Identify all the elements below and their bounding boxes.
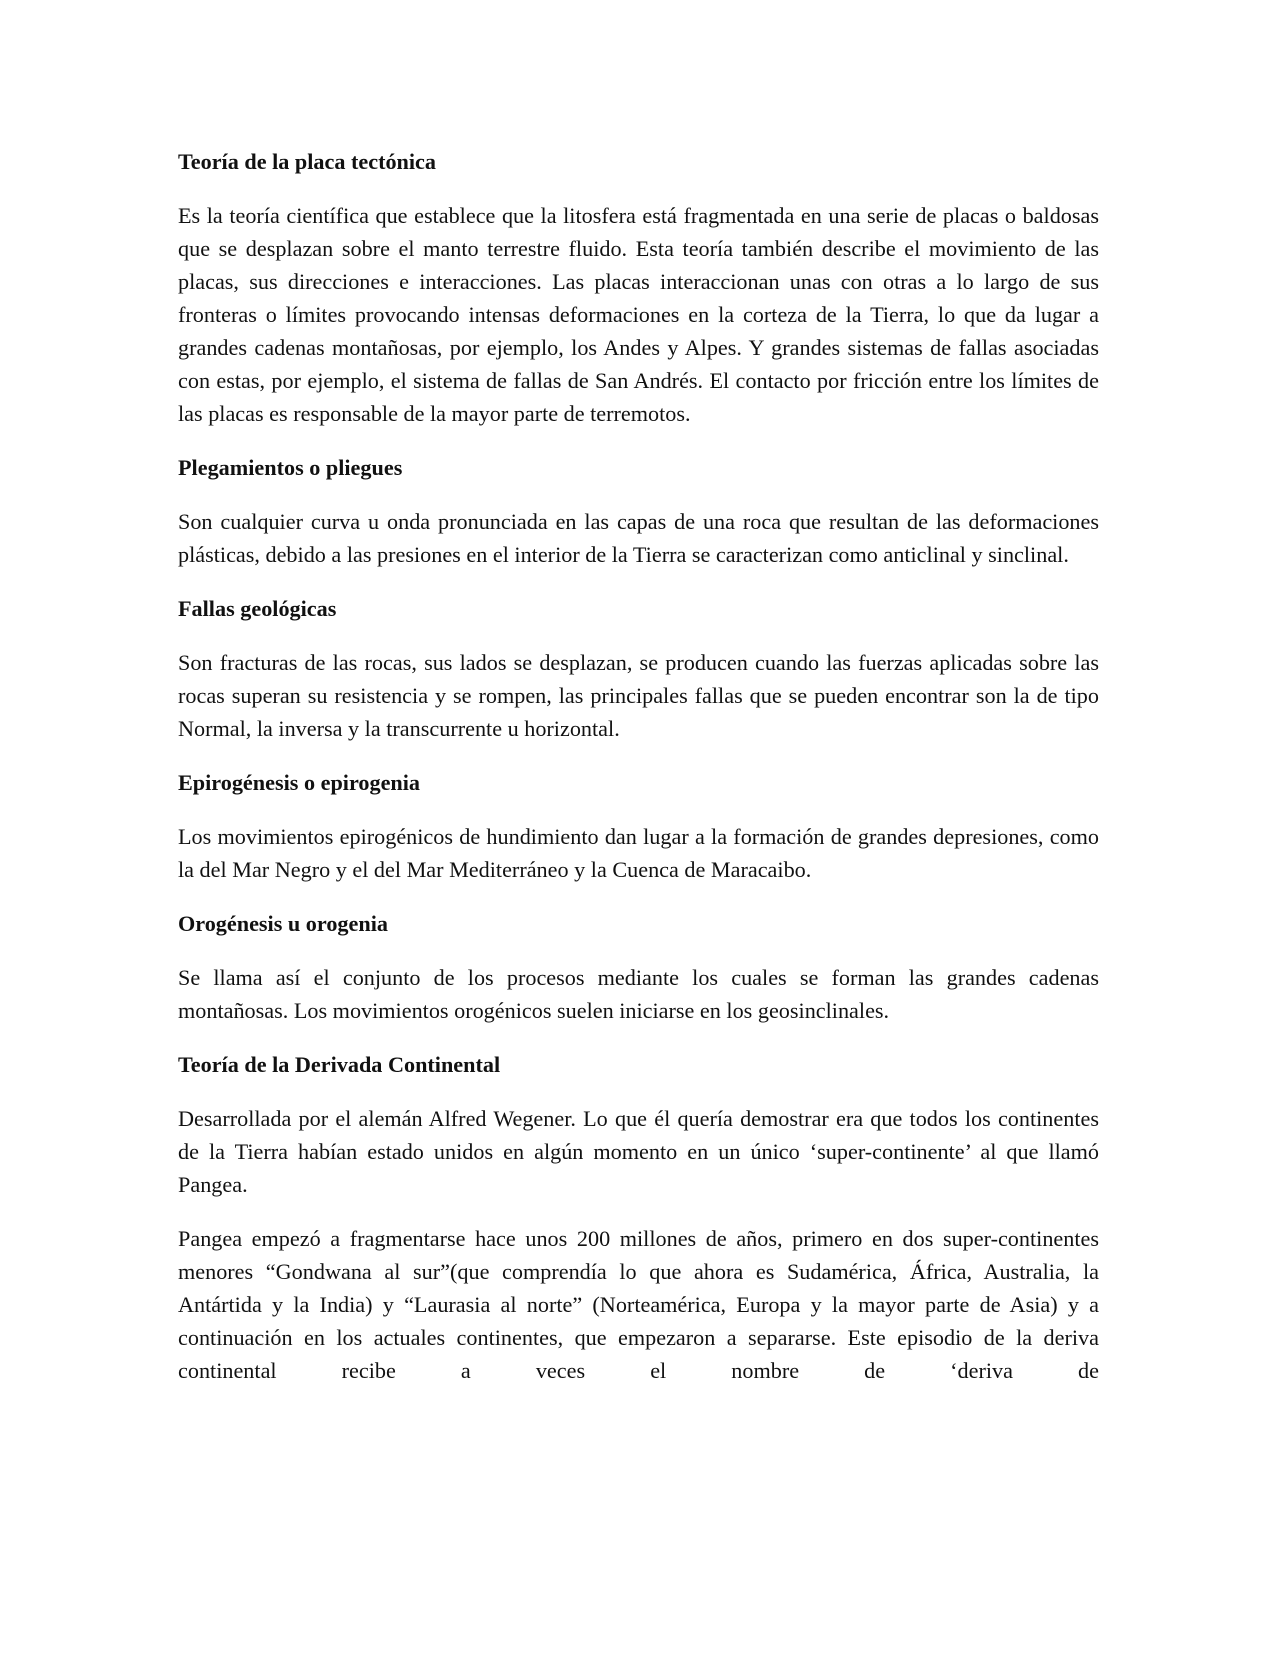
section-paragraph: Es la teoría científica que establece que la litosfera está fragmentada en una serie de placas o baldosas que se desplazan sobre el manto terrestre fluido. Esta teoría también describe el movimiento de las placas, sus direcciones e interacciones. Las placas interaccionan unas con otras a lo largo de sus fronteras o límites provocando intensas deformaciones en la corteza de la Tierra, lo que da lugar a grandes cadenas montañosas, por ejemplo, los Andes y Alpes. Y grandes sistemas de fallas asociadas con estas, por ejemplo, el sistema de fallas de San Andrés. El contacto por fricción entre los límites de las placas es responsable de la mayor parte de terremotos. <box>178 203 1099 426</box>
section-heading-orogenesis: Orogénesis u orogenia <box>178 911 388 936</box>
section-paragraph: Se llama así el conjunto de los procesos mediante los cuales se forman las grandes cadenas montañosas. Los movimientos orogénicos suelen iniciarse en los geosinclinales. <box>178 965 1099 1023</box>
section-heading-fallas: Fallas geológicas <box>178 596 337 621</box>
section-paragraph: Son cualquier curva u onda pronunciada en las capas de una roca que resultan de las deformaciones plásticas, debido a las presiones en el interior de la Tierra se caracterizan como anticlinal y sinclinal. <box>178 509 1099 567</box>
section-paragraph: Desarrollada por el alemán Alfred Wegener. Lo que él quería demostrar era que todos los continentes de la Tierra habían estado unidos en algún momento en un único ‘super-continente’ al que llamó Pangea. <box>178 1106 1099 1197</box>
section-heading-epirogenesis: Epirogénesis o epirogenia <box>178 770 421 795</box>
section-paragraph: Los movimientos epirogénicos de hundimiento dan lugar a la formación de grandes depresiones, como la del Mar Negro y el del Mar Mediterráneo y la Cuenca de Maracaibo. <box>178 824 1099 882</box>
section-heading-plegamientos: Plegamientos o pliegues <box>178 455 403 480</box>
section-heading-placa-tectonica: Teoría de la placa tectónica <box>178 149 436 174</box>
section-heading-deriva-continental: Teoría de la Derivada Continental <box>178 1052 501 1077</box>
section-paragraph: Pangea empezó a fragmentarse hace unos 200 millones de años, primero en dos super-continentes menores “Gondwana al sur”(que comprendía lo que ahora es Sudamérica, África, Australia, la Antártida y la India) y “Laurasia al norte” (Norteamérica, Europa y la mayor parte de Asia) y a continuación en los actuales continentes, que empezaron a separarse. Este episodio de la deriva continental recibe a veces el nombre de ‘deriva de <box>178 1226 1099 1383</box>
document-page <box>178 145 1099 1408</box>
section-paragraph: Son fracturas de las rocas, sus lados se desplazan, se producen cuando las fuerzas aplicadas sobre las rocas superan su resistencia y se rompen, las principales fallas que se pueden encontrar son la de tipo Normal, la inversa y la transcurrente u horizontal. <box>178 650 1099 741</box>
